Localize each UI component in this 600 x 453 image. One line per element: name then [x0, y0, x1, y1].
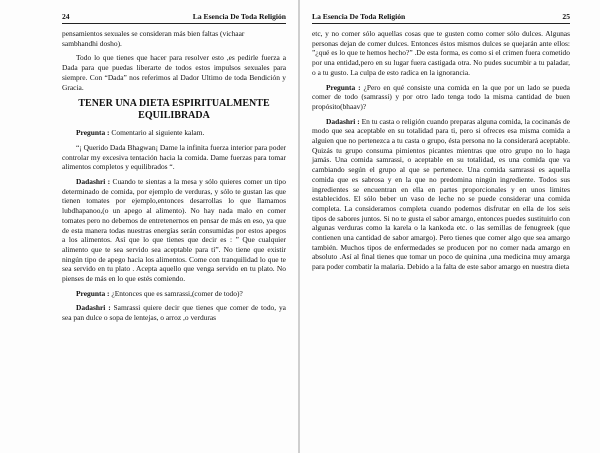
left-page — [0, 0, 298, 453]
right-question-label: Pregunta : — [326, 82, 361, 92]
section-heading — [62, 98, 286, 122]
answer-2-label: Dadashri : — [76, 303, 111, 313]
question-1-text: Comentario al siguiente kalam. — [109, 128, 205, 138]
answer-2-text: Samrassi quiere decir que tienes que comer de todo, ya sea pan dulce o sopa de lentejas, o arroz ,o verduras — [62, 303, 286, 323]
right-question-text: ¿Pero en qué consiste una comida en la que por un lado se pueda comer de todo (samrassi) y por otro lado tenga todo la misma cantidad de buen propósito(bhaav)? — [312, 82, 570, 111]
question-2-text: ¿Entonces que es samrassi,(comer de todo)? — [109, 288, 243, 298]
right-page — [300, 0, 600, 453]
question-1-label: Pregunta : — [76, 128, 110, 138]
left-answer-1 — [62, 177, 286, 284]
left-question-2 — [62, 289, 286, 299]
answer-1-text: Cuando te sientas a la mesa y sólo quieres comer un tipo determinado de comida, por ejemplo de verduras, y sólo te gustan las que tienen tomates por ejemplo,entonces desarrollas lo que llamamos lubdhapanoo,(o un apego al alimento). No hay nada malo en comer tomates pero no debemos de entretenernos en pensar de más en eso, ya que de esta manera todas nuestras energías serán consumidas por estos apegos a los alimentos. Así que lo que tienes que decir es : ” Que cualquier alimento que te sea servido sea aceptable para tí”. No tiene que existir ningún tipo de apego hacia los alimentos. Come con tranquilidad lo que te sea servido en tu plato . Acepta aquello que venga servido en tu plato. No pienses de más en lo que estés comiendo. — [62, 177, 286, 284]
left-page-number: 24 — [62, 12, 70, 21]
right-answer-label: Dadashri : — [326, 116, 360, 126]
left-intro-line-1: pensamientos sexuales se consideran más bien faltas (vichaar — [62, 29, 245, 38]
left-running-title: La Esencia De Toda Religión — [192, 12, 286, 21]
question-2-label: Pregunta : — [76, 288, 110, 298]
answer-1-label: Dadashri : — [76, 177, 111, 187]
left-quote: “¡ Querido Dada Bhagwan¡ Dame la infinita fuerza interior para poder controlar my excesiva tentación hacia la comida. Dame fuerzas para tomar alimentos completos y equilibrados “. — [62, 142, 286, 172]
section-heading-line-1: TENER UNA DIETA ESPIRITUALMENTE — [78, 98, 270, 110]
right-running-title: La Esencia De Toda Religión — [312, 12, 406, 21]
right-answer — [312, 117, 570, 272]
right-answer-text: En tu casta o religión cuando preparas alguna comida, la cocinanás de modo que sea aceptable en su totalidad para ti, pero si ofreces esa misma comida a alguien que no pertenezca a tu casta o grupo, ésta persona no la considerará aceptable. Quizás tu grupo consuma pimientos picantes mientras que otro grupo no lo haga jamás. Una comida samrassi, o aceptable en su totalidad, es una comida que va cambiando según el grupo al que se pertenece. Una comida samrassi es aquella comida que es sabrosa y en la que no predomina ningún ingrediente. Todos sus ingredientes se encuentran en ella en partes proporcionales y en unos limites establecidos. El sólo beber un vaso de leche no se puede considerar una comida completa. La consideramos completa cuando podemos disfrutar en ella de los seis tipos de sabores juntos. Si no te gusta el sabor amargo, entonces puedes sustituirlo con algunas verduras como la karela o la kankoda etc. o las semillas de fenugreek (que contienen una cantidad de sabor amargo). Pero tienes que comer algo que sea amargo también. Muchos tipos de enfermedades se producen por no comer nada amargo en absoluto .Así al final tienes que tomar un poco de quinina ,una medicina muy amarga para poder combatir la malaria. Debido a la falta de este sabor amargo en nuestra dieta — [312, 116, 570, 272]
right-question — [312, 83, 570, 112]
right-paragraph-1: etc, y no comer sólo aquellas cosas que te gusten como comer sólo dulces. Algunas personas dejan de comer dulces. Entonces éstos mismos dulces se quejarán ante ellos: ”¿qué es lo que te hemos hecho?” .De esta forma, es como si el crimen fuera cometido por una entidad,pero en su lugar fuera castigada otra. No pudes sucumbir a tu paladar, o a tu gusto. La culpa de esto radica en la ignorancia. — [312, 29, 570, 77]
section-heading-line-2: EQUILIBRADA — [138, 110, 210, 122]
left-intro-line-2: sambhandhi dosho). — [62, 38, 122, 48]
left-paragraph-1: Todo lo que tienes que hacer para resolver esto ,es pedirle fuerza a Dada para que puedas liberarte de todos estos impulsos sexuales para siempre. Con “Dada” nos referimos al Dador Ultimo de toda Bendición y Gracia. — [62, 53, 286, 92]
left-running-header — [62, 12, 286, 24]
right-page-number: 25 — [562, 12, 570, 21]
left-question-1 — [62, 128, 286, 138]
right-running-header — [312, 12, 570, 24]
left-answer-2 — [62, 303, 286, 322]
